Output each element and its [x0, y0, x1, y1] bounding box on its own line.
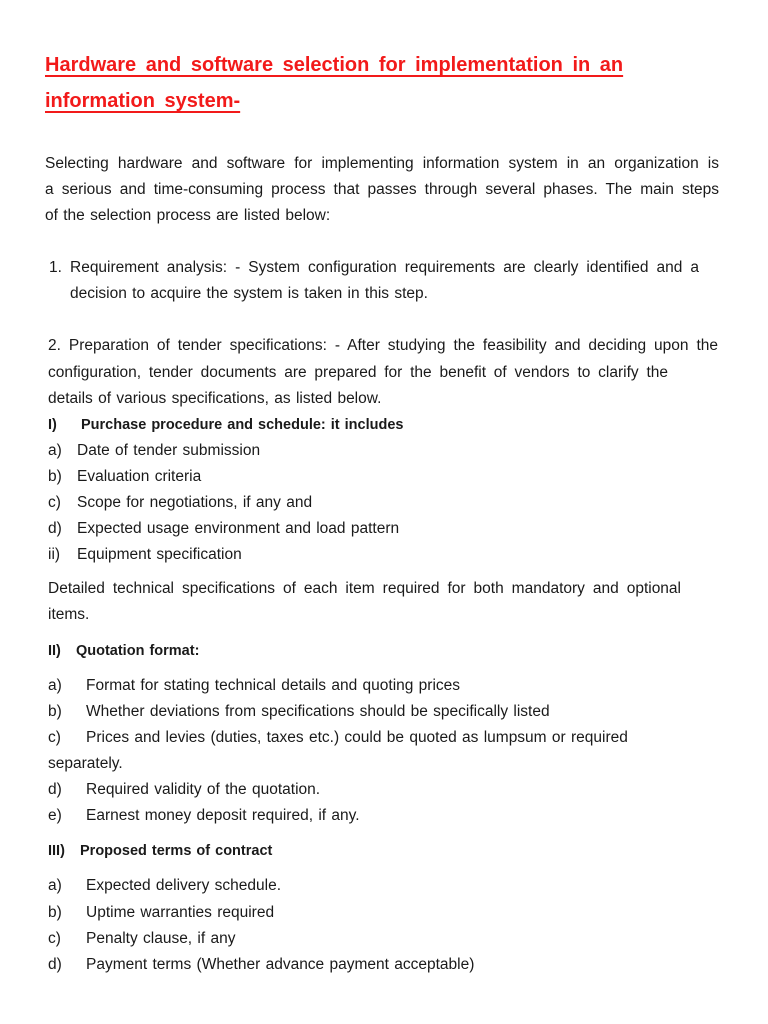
list-text: Earnest money deposit required, if any.	[86, 807, 360, 824]
step-2-line-1: 2. Preparation of tender specifications: - After studying the feasibility and deciding upon the	[48, 337, 718, 354]
list-item	[48, 519, 399, 539]
list-text: Whether deviations from specifications should be specifically listed	[86, 703, 550, 720]
list-item	[48, 702, 550, 722]
list-marker: b)	[48, 703, 62, 720]
list-text: Penalty clause, if any	[86, 930, 236, 947]
document-title-line-2: information system-	[45, 90, 241, 112]
intro-line-1: Selecting hardware and software for implementing information system in an organization is	[45, 155, 719, 172]
list-item-continuation: separately.	[48, 755, 123, 772]
list-text: Required validity of the quotation.	[86, 781, 321, 798]
list-marker: d)	[48, 956, 62, 973]
list-marker: b)	[48, 904, 62, 921]
step-1-line-2: decision to acquire the system is taken in this step.	[70, 285, 428, 302]
list-marker: c)	[48, 729, 61, 746]
section-2-heading: II) Quotation format:	[48, 643, 200, 659]
intro-line-3: of the selection process are listed below:	[45, 207, 331, 224]
list-item	[48, 545, 242, 565]
list-marker: a)	[48, 877, 62, 894]
step-1-line-1: Requirement analysis: - System configuration requirements are clearly identified and a	[70, 259, 699, 276]
section-1-heading: Purchase procedure and schedule: it includes	[81, 417, 404, 433]
list-item	[48, 467, 201, 487]
list-marker: ii)	[48, 546, 61, 563]
intro-line-2: a serious and time-consuming process that passes through several phases. The main steps	[45, 181, 719, 198]
list-marker: e)	[48, 807, 62, 824]
list-item	[48, 903, 274, 923]
step-2-line-3: details of various specifications, as listed below.	[48, 390, 382, 407]
list-item	[48, 876, 281, 896]
list-marker: a)	[48, 677, 62, 694]
list-marker: a)	[48, 442, 62, 459]
section-1-marker: I)	[48, 417, 57, 433]
section-1-detail-line-2: items.	[48, 606, 90, 623]
list-marker: c)	[48, 494, 61, 511]
section-3-heading: III) Proposed terms of contract	[48, 843, 273, 859]
list-text: Scope for negotiations, if any and	[77, 494, 313, 511]
list-text: Equipment specification	[77, 546, 242, 563]
list-item	[48, 929, 235, 949]
list-text: Format for stating technical details and quoting prices	[86, 677, 461, 694]
step-1-marker: 1.	[49, 259, 62, 276]
list-marker: d)	[48, 781, 62, 798]
list-text: Prices and levies (duties, taxes etc.) could be quoted as lumpsum or required	[86, 729, 628, 746]
list-item	[48, 441, 260, 461]
list-text: Uptime warranties required	[86, 904, 275, 921]
list-text: Date of tender submission	[77, 442, 261, 459]
list-item	[48, 728, 628, 748]
list-item	[48, 676, 460, 696]
list-marker: d)	[48, 520, 62, 537]
list-item	[48, 955, 474, 975]
list-text: Expected usage environment and load pattern	[77, 520, 400, 537]
section-1-detail-line-1: Detailed technical specifications of each item required for both mandatory and optional	[48, 580, 681, 597]
list-item	[48, 493, 312, 513]
list-text: Evaluation criteria	[77, 468, 202, 485]
list-marker: c)	[48, 930, 61, 947]
list-item	[48, 806, 360, 826]
document-title-line-1: Hardware and software selection for implementation in an	[45, 54, 624, 76]
list-marker: b)	[48, 468, 62, 485]
list-text: Expected delivery schedule.	[86, 877, 282, 894]
step-2-line-2: configuration, tender documents are prepared for the benefit of vendors to clarify the	[48, 364, 668, 381]
list-item	[48, 780, 320, 800]
list-text: Payment terms (Whether advance payment acceptable)	[86, 956, 475, 973]
